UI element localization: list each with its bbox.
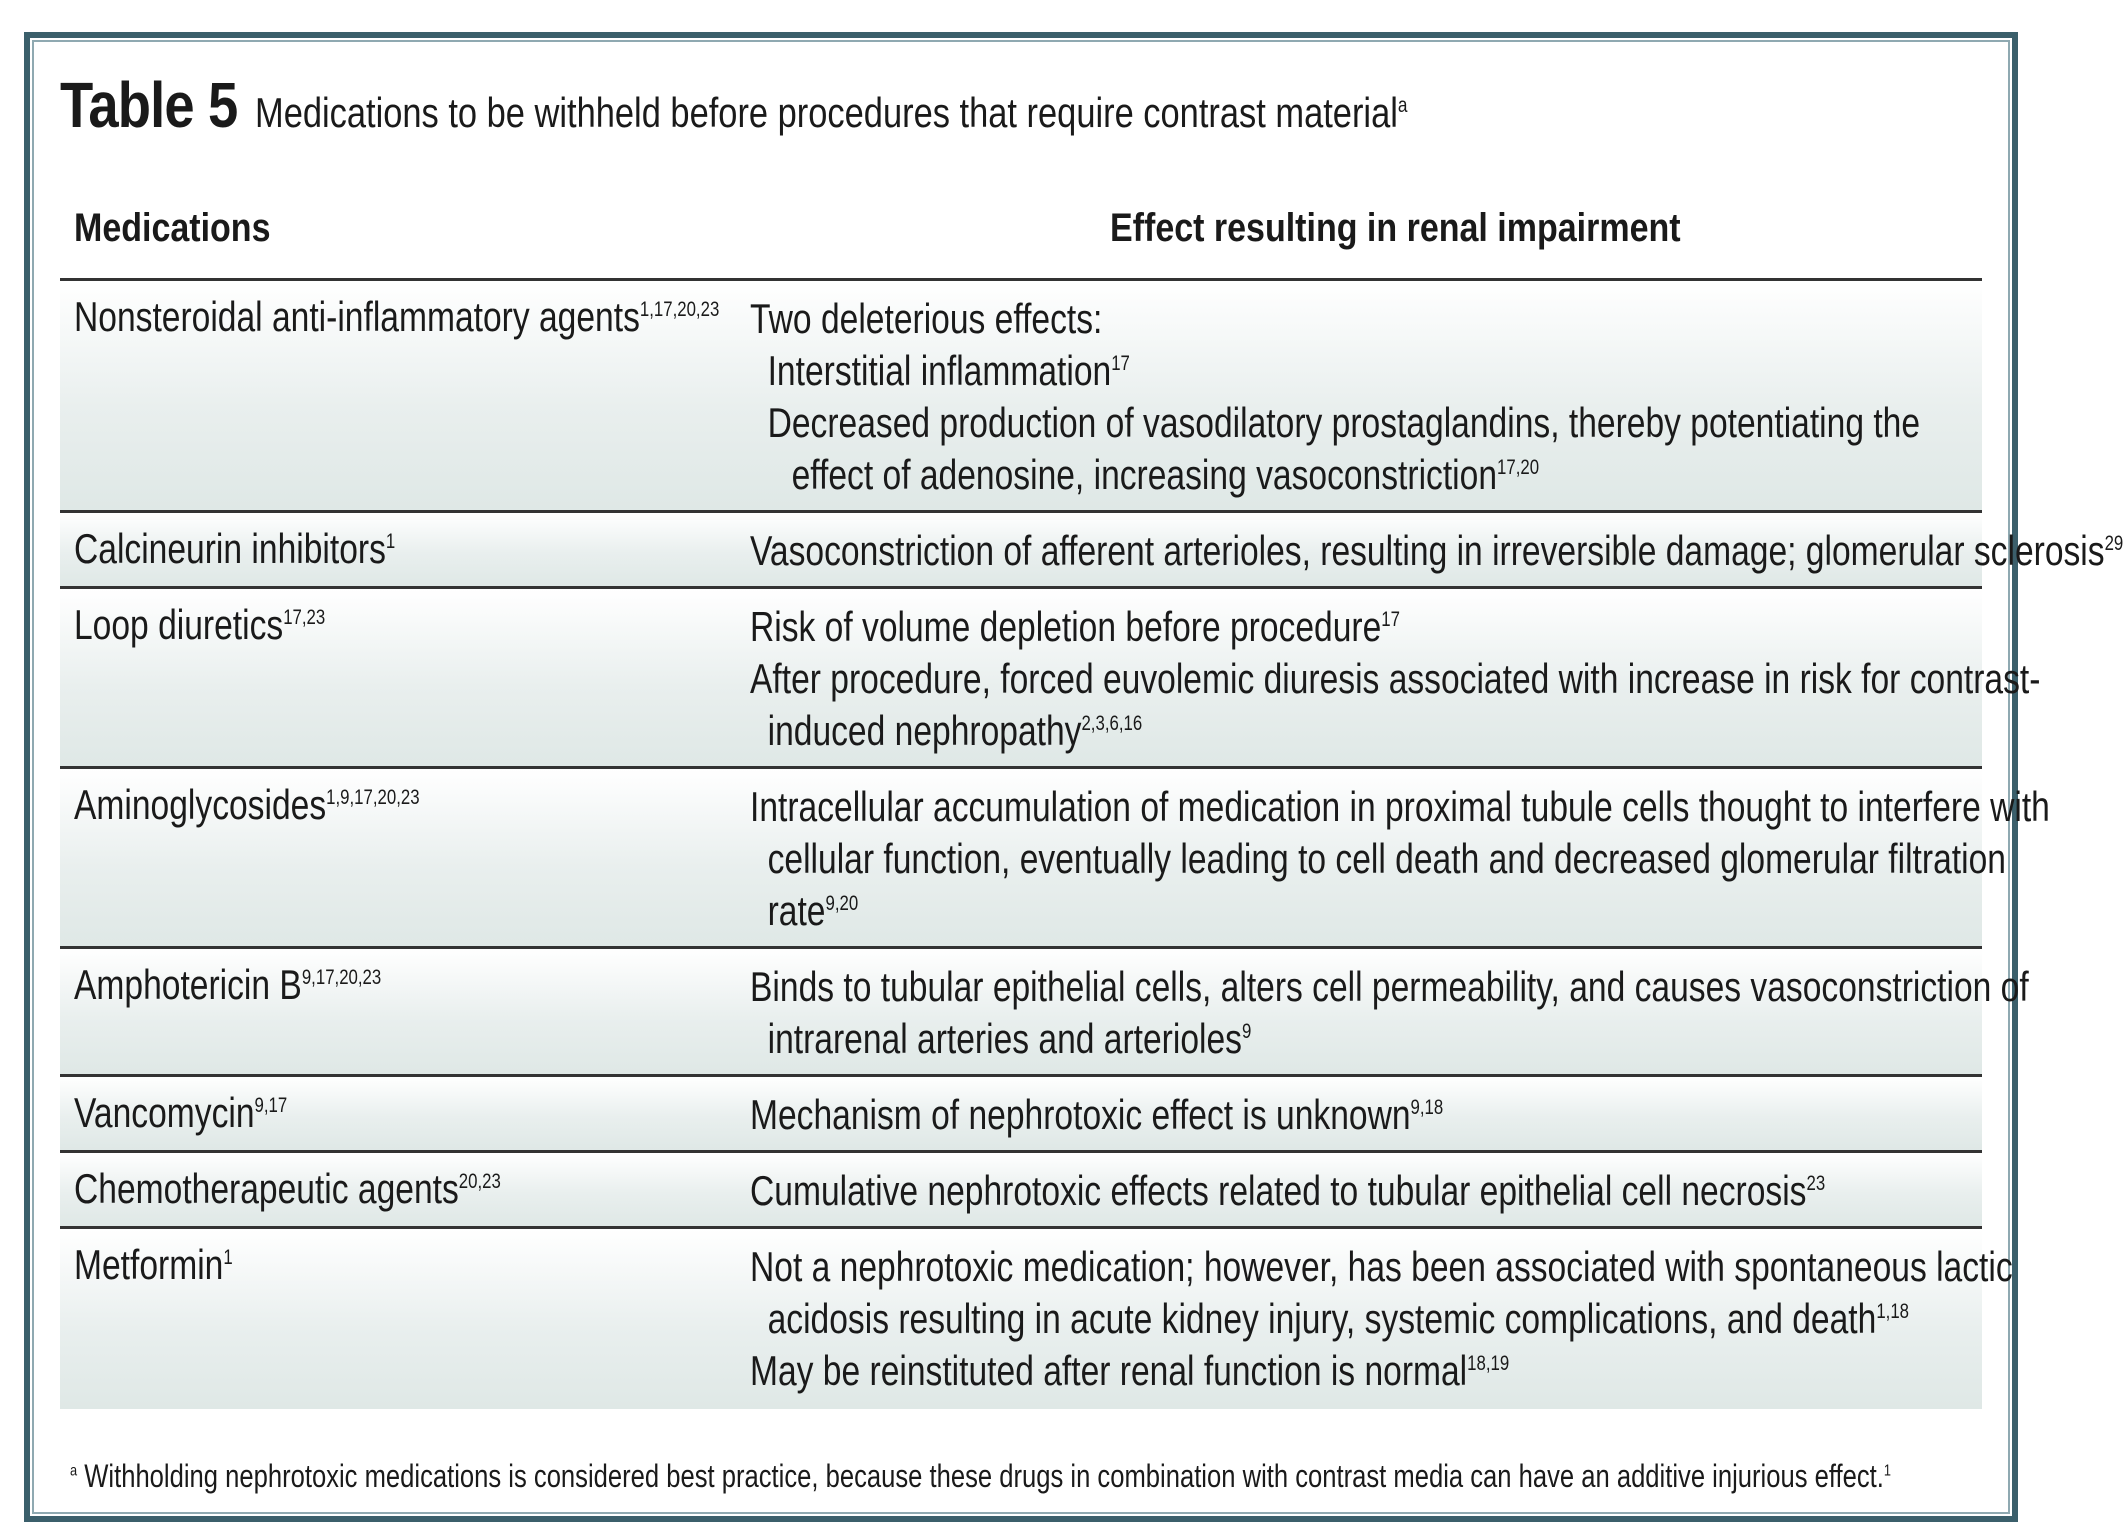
effect-text: cellular function, eventually leading to cell death and decreased glomerular filtration: [767, 835, 2006, 882]
medication-references: 1,17,20,23: [639, 298, 720, 321]
medication-references: 20,23: [458, 1170, 501, 1193]
effect-line: [750, 293, 1966, 345]
header-effect: Effect resulting in renal impairment: [1110, 206, 1681, 250]
medication-references: 1: [223, 1246, 233, 1269]
medication-references: 1: [385, 530, 396, 553]
table-title-footnote-marker: a: [1397, 94, 1408, 117]
effect-line: [750, 1089, 1966, 1141]
effect-text: Two deleterious effects:: [750, 295, 1103, 342]
table-row: [60, 1077, 1982, 1153]
effect-line: [750, 705, 1966, 757]
effect-text: Not a nephrotoxic medication; however, has been associated with spontaneous lactic: [750, 1243, 2013, 1290]
table-row: [60, 1229, 2013, 1409]
medication-name: Metformin: [74, 1241, 224, 1288]
effect-references: 9,18: [1410, 1096, 1444, 1119]
table-footnote: [70, 1458, 1891, 1495]
effect-text: Vasoconstriction of afferent arterioles, resulting in irreversible damage; glomerular sclerosis: [750, 527, 2105, 574]
effect-cell: [750, 1241, 2013, 1397]
medication-name: Chemotherapeutic agents: [74, 1165, 459, 1212]
medication-references: 9,17,20,23: [301, 966, 382, 989]
effect-text: After procedure, forced euvolemic diuresis associated with increase in risk for contrast-: [750, 655, 2041, 702]
table-title: [255, 89, 1407, 137]
effect-references: 2,3,6,16: [1081, 712, 1143, 735]
medication-cell: [74, 1089, 287, 1137]
medication-name: Amphotericin B: [74, 961, 302, 1008]
effect-references: 17: [1381, 608, 1400, 631]
effect-line: [750, 961, 2029, 1013]
effect-line: [750, 653, 2041, 705]
effect-cell: [750, 601, 2041, 757]
footnote-text: Withholding nephrotoxic medications is considered best practice, because these drugs in combination with contrast media can have an additive injurious effect.: [77, 1458, 1884, 1494]
medication-references: 9,17: [254, 1094, 288, 1117]
effect-text: induced nephropathy: [767, 707, 1082, 754]
effect-line: [750, 449, 1966, 501]
medication-references: 1,9,17,20,23: [326, 786, 420, 809]
medication-cell: [74, 1241, 233, 1289]
table-label: Table 5: [60, 69, 238, 141]
effect-references: 9: [1241, 1020, 1252, 1043]
effect-line: [750, 1165, 1966, 1217]
medication-cell: [74, 293, 719, 341]
effect-text: acidosis resulting in acute kidney injury, systemic complications, and death: [767, 1295, 1877, 1342]
effect-line: [750, 1013, 1966, 1065]
effect-text: Cumulative nephrotoxic effects related to tubular epithelial cell necrosis: [750, 1167, 1807, 1214]
table-frame: [24, 32, 2123, 1522]
medication-cell: [74, 601, 325, 649]
effect-text: Binds to tubular epithelial cells, alters cell permeability, and causes vasoconstriction of: [750, 963, 2029, 1010]
effect-references: 17,20: [1497, 456, 1540, 479]
medication-name: Nonsteroidal anti-inflammatory agents: [74, 293, 640, 340]
effect-references: 23: [1806, 1172, 1826, 1195]
footnote-marker: a: [70, 1462, 78, 1480]
medication-name: Loop diuretics: [74, 601, 284, 648]
medication-cell: [74, 1165, 501, 1213]
effect-line: [750, 833, 2006, 885]
table-row: [60, 513, 2123, 589]
effect-text: Mechanism of nephrotoxic effect is unknown: [750, 1091, 1411, 1138]
effect-line: [750, 1345, 1966, 1397]
table-row: [60, 949, 2029, 1077]
effect-text: Intracellular accumulation of medication in proximal tubule cells thought to interfere with: [750, 783, 2050, 830]
effect-cell: [750, 781, 2050, 937]
medication-name: Aminoglycosides: [74, 781, 327, 828]
effect-cell: [750, 293, 1966, 501]
table-row: [60, 589, 2041, 769]
header-medications: Medications: [74, 206, 271, 250]
table-body: [60, 281, 2123, 1409]
effect-line: [750, 601, 1966, 653]
effect-line: [750, 525, 2123, 577]
table-row: [60, 769, 2050, 949]
effect-text: Interstitial inflammation: [767, 347, 1112, 394]
effect-cell: [750, 1089, 1966, 1141]
effect-references: 17: [1111, 352, 1130, 375]
footnote-reference: 1: [1883, 1462, 1892, 1480]
effect-text: effect of adenosine, increasing vasoconstriction: [791, 451, 1498, 498]
table-row: [60, 281, 1982, 513]
effect-cell: [750, 1165, 1966, 1217]
medication-references: 17,23: [283, 606, 326, 629]
medication-cell: [74, 525, 395, 573]
table-title-text: Medications to be withheld before procedures that require contrast material: [254, 89, 1398, 136]
effect-text: Risk of volume depletion before procedure: [750, 603, 1382, 650]
effect-references: 1,18: [1876, 1300, 1910, 1323]
effect-references: 9,20: [825, 892, 859, 915]
effect-line: [750, 345, 1966, 397]
table-header: [60, 188, 1982, 281]
effect-text: intrarenal arteries and arterioles: [767, 1015, 1242, 1062]
medication-cell: [74, 961, 381, 1009]
effect-text: May be reinstituted after renal function is normal: [750, 1347, 1468, 1394]
effect-cell: [750, 525, 2123, 577]
effect-line: [750, 397, 1966, 449]
table-title-row: [60, 68, 1660, 148]
effect-cell: [750, 961, 2029, 1065]
effect-line: [750, 1241, 2013, 1293]
effect-line: [750, 885, 1966, 937]
medication-name: Vancomycin: [74, 1089, 255, 1136]
effect-line: [750, 781, 2050, 833]
effect-references: 18,19: [1467, 1352, 1510, 1375]
effect-text: rate: [767, 887, 826, 934]
effect-line: [750, 1293, 1966, 1345]
medication-cell: [74, 781, 420, 829]
effect-references: 29: [2104, 532, 2123, 555]
table-row: [60, 1153, 1982, 1229]
effect-text: Decreased production of vasodilatory prostaglandins, thereby potentiating the: [767, 399, 1921, 446]
medication-name: Calcineurin inhibitors: [74, 525, 386, 572]
